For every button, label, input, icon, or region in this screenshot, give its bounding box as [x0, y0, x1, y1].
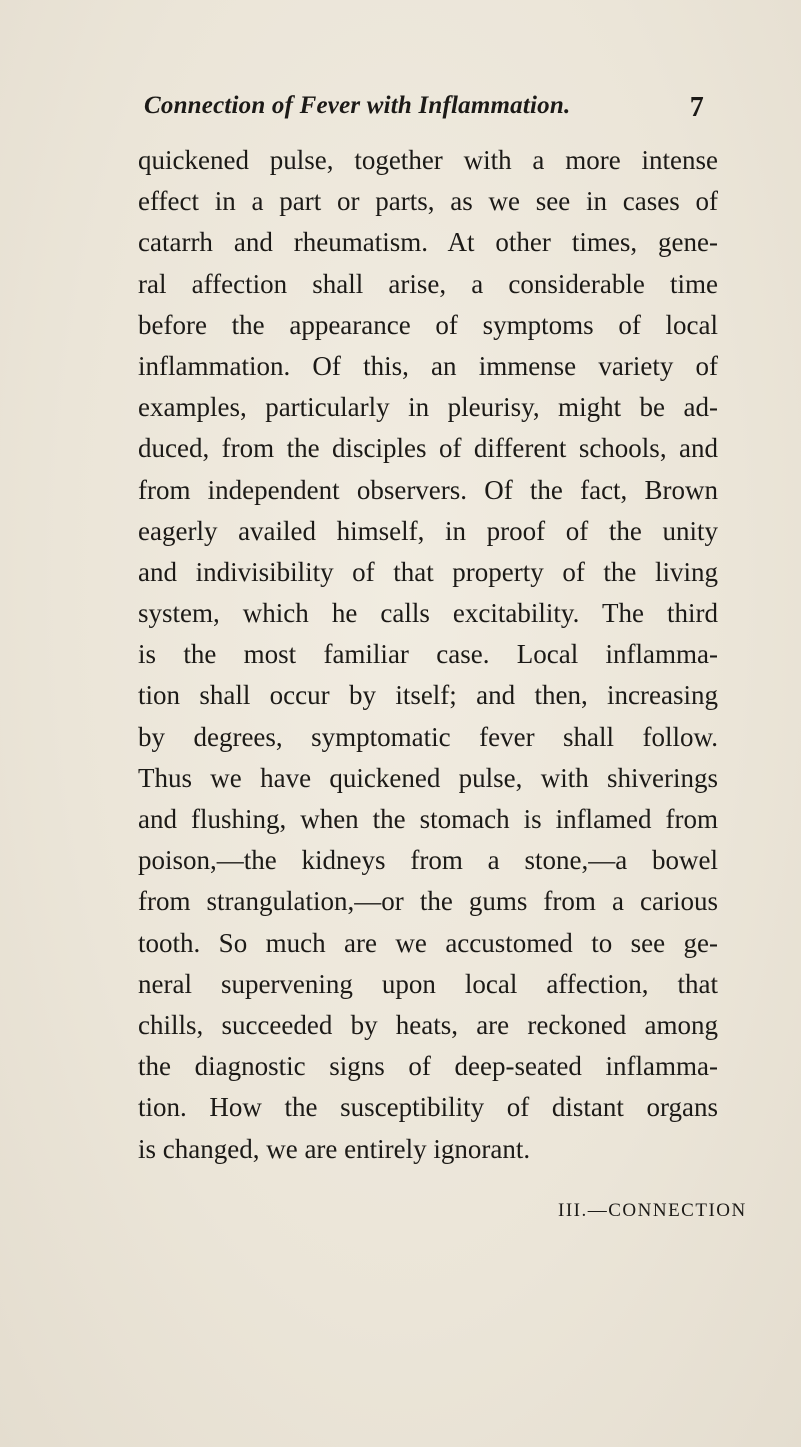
text-line: quickened pulse, together with a more intense [138, 145, 718, 175]
catchword: III.—CONNECTION [558, 1200, 747, 1221]
text-line: tion shall occur by itself; and then, increasing [138, 680, 718, 711]
text-line: before the appearance of symptoms of local [138, 309, 718, 340]
text-line: and flushing, when the stomach is inflamed from [138, 804, 718, 834]
text-line: neral supervening upon local affection, that [138, 968, 718, 999]
text-line: is the most familiar case. Local inflamma- [138, 639, 718, 670]
text-line: eagerly availed himself, in proof of the unity [138, 515, 718, 546]
running-title: Connection of Fever with Inflammation. [144, 92, 571, 119]
running-head [144, 92, 704, 123]
text-line-last: is changed, we are entirely ignorant. [138, 1133, 531, 1164]
text-line: system, which he calls excitability. The third [138, 598, 718, 629]
text-line: from strangulation,—or the gums from a carious [138, 886, 718, 917]
text-line: by degrees, symptomatic fever shall follow. [138, 721, 718, 752]
text-line: from independent observers. Of the fact, Brown [138, 474, 718, 505]
body-paragraph [138, 140, 718, 1170]
text-line: effect in a part or parts, as we see in cases of [138, 186, 718, 217]
text-line: ral affection shall arise, a considerable time [138, 268, 718, 299]
text-line: duced, from the disciples of different schools, and [138, 433, 718, 464]
text-line: tooth. So much are we accustomed to see ge- [138, 927, 718, 958]
text-line: inflammation. Of this, an immense variety of [138, 350, 718, 381]
text-line: examples, particularly in pleurisy, might be ad- [138, 392, 718, 423]
text-line: catarrh and rheumatism. At other times, gene- [138, 227, 718, 258]
text-line: poison,—the kidneys from a stone,—a bowel [138, 845, 718, 876]
page-number: 7 [689, 92, 704, 123]
text-line: and indivisibility of that property of the living [138, 556, 718, 587]
text-line: tion. How the susceptibility of distant organs [138, 1092, 718, 1123]
text-line: Thus we have quickened pulse, with shiverings [138, 762, 718, 793]
text-line: the diagnostic signs of deep-seated inflamma- [138, 1051, 718, 1082]
text-line: chills, succeeded by heats, are reckoned among [138, 1009, 718, 1040]
